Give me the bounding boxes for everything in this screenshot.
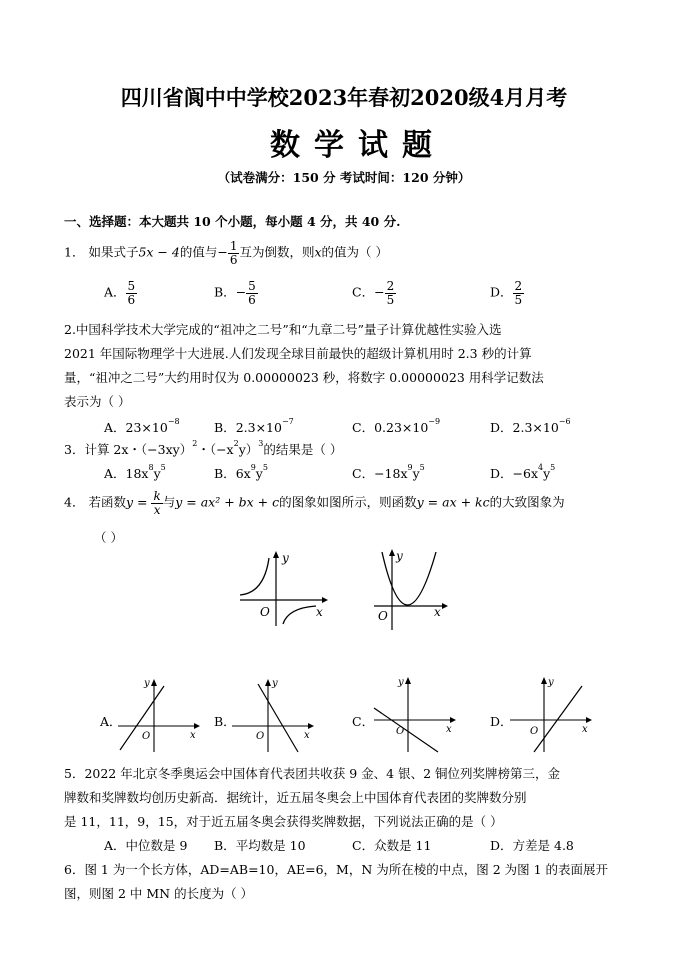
svg-text:O: O — [142, 731, 151, 742]
svg-text:y: y — [144, 678, 150, 689]
q4-option-d-graph — [506, 676, 596, 754]
parabola-graph — [372, 548, 472, 633]
parabola-curve — [382, 552, 436, 605]
q1-option-a: A． $\frac{5}{6}$ — [104, 279, 136, 307]
svg-text:y: y — [548, 677, 554, 688]
svg-text:O: O — [378, 609, 388, 623]
svg-text:x: x — [434, 605, 441, 619]
q2-line-1: 2.中国科学技术大学完成的“祖冲之二号”和“九章二号”量子计算优越性实验入选 — [64, 322, 502, 337]
hyperbola-branch-2 — [283, 606, 316, 624]
svg-text:O: O — [396, 726, 405, 737]
svg-text:y: y — [398, 677, 404, 688]
q4-option-b-graph — [228, 676, 318, 754]
svg-text:O: O — [256, 731, 265, 742]
q3-option-c: C．$-18x^9y^5$ — [352, 463, 425, 481]
q5-option-d: D．方差是 4.8 — [490, 838, 574, 853]
q2-line-4: 表示为（ ） — [64, 394, 131, 409]
svg-text:x: x — [190, 730, 196, 741]
q4-option-a-graph — [114, 676, 204, 754]
q5-line-3: 是 11，11，9，15，对于近五届冬奥会获得奖牌数据，下列说法正确的是（ ） — [64, 814, 503, 829]
hyperbola-branch-1 — [240, 558, 269, 595]
q1-text-d: 的值为（ ） — [321, 244, 389, 260]
q1-text-a: 如果式子 — [88, 244, 139, 260]
svg-text:x: x — [446, 724, 452, 735]
q1-option-b: B．− $\frac{5}{6}$ — [214, 279, 256, 307]
q4-option-d-label: D． — [490, 714, 513, 729]
svg-text:y: y — [272, 678, 278, 689]
q5-option-a: A．中位数是 9 — [104, 838, 188, 853]
svg-text:x: x — [582, 724, 588, 735]
school-title: 四川省阆中中学校2023年春初2020级4月月考 — [120, 85, 568, 110]
q2-line-3: 量，“祖冲之二号”大约用时仅为 0.00000023 秒，将数字 0.00000023 用科学记数法 — [64, 370, 544, 385]
q3-option-a: A．$18x^8y^5$ — [104, 463, 166, 481]
q5-line-1: 5．2022 年北京冬季奥运会中国体育代表团共收获 9 金、4 银、2 铜位列奖牌榜第三，金 — [64, 766, 560, 781]
question-1 — [64, 240, 388, 266]
q1-text-c: 互为倒数，则 — [239, 244, 315, 260]
q6-line-1: 6．图 1 为一个长方体，AD=AB=10，AE=6，M，N 为所在棱的中点，图 2 为图 1 的表面展开 — [64, 862, 609, 877]
question-4: 4． 若函数y = $\frac{k}{x}$ 与y = ax² + bx + c的图象如图所示，则函数y = ax + kc的大致图象为 — [64, 489, 565, 517]
svg-text:y: y — [282, 551, 289, 565]
svg-text:x: x — [316, 605, 323, 619]
q4-option-a-label: A． — [100, 714, 122, 729]
q1-var: x — [314, 244, 322, 260]
q1-option-d: D． $\frac{2}{5}$ — [490, 279, 523, 307]
q2-line-2: 2021 年国际物理学十大进展.人们发现全球目前最快的超级计算机用时 2.3 秒的计算 — [64, 346, 532, 361]
svg-text:y: y — [396, 549, 403, 563]
q6-line-2: 图，则图 2 中 MN 的长度为（ ） — [64, 886, 254, 901]
question-3: 3．计算 2x・$(-3xy)^2$・$(-x^2y)^3$的结果是（ ） — [64, 439, 343, 457]
svg-text:O: O — [260, 605, 270, 619]
hyperbola-graph — [236, 548, 336, 628]
q3-option-b: B．$6x^9y^5$ — [214, 463, 268, 481]
q4-option-c-graph — [370, 676, 460, 754]
q2-option-c: C．$0.23\times 10^{-9}$ — [352, 417, 441, 435]
q4-answer-paren: （ ） — [94, 530, 123, 545]
exam-info: （试卷满分：150 分 考试时间：120 分钟） — [217, 170, 471, 185]
q1-option-c: C．− $\frac{2}{5}$ — [352, 279, 395, 307]
q2-option-a: A．$23\times 10^{-8}$ — [104, 417, 180, 435]
q5-option-c: C．众数是 11 — [352, 838, 432, 853]
q2-option-d: D．$2.3\times 10^{-6}$ — [490, 417, 571, 435]
q1-number: 1． — [64, 244, 85, 260]
q2-option-b: B．$2.3\times 10^{-7}$ — [214, 417, 294, 435]
q1-expr: 5x − 4 — [138, 244, 180, 260]
section-heading: 一、选择题：本大题共 10 个小题，每小题 4 分，共 40 分. — [64, 214, 401, 229]
svg-text:x: x — [304, 730, 310, 741]
q1-fraction: $\frac{1}{6}$ — [229, 239, 238, 267]
q4-option-c-label: C． — [352, 714, 375, 729]
q5-option-b: B．平均数是 10 — [214, 838, 306, 853]
q1-text-b: 的值与− — [179, 244, 228, 260]
q5-line-2: 牌数和奖牌数均创历史新高．据统计，近五届冬奥会上中国体育代表团的奖牌数分别 — [64, 790, 527, 805]
q4-option-b-label: B． — [214, 714, 236, 729]
svg-text:O: O — [530, 726, 539, 737]
q3-option-d: D．$-6x^4y^5$ — [490, 463, 556, 481]
subject-title: 数学试题 — [270, 128, 446, 163]
